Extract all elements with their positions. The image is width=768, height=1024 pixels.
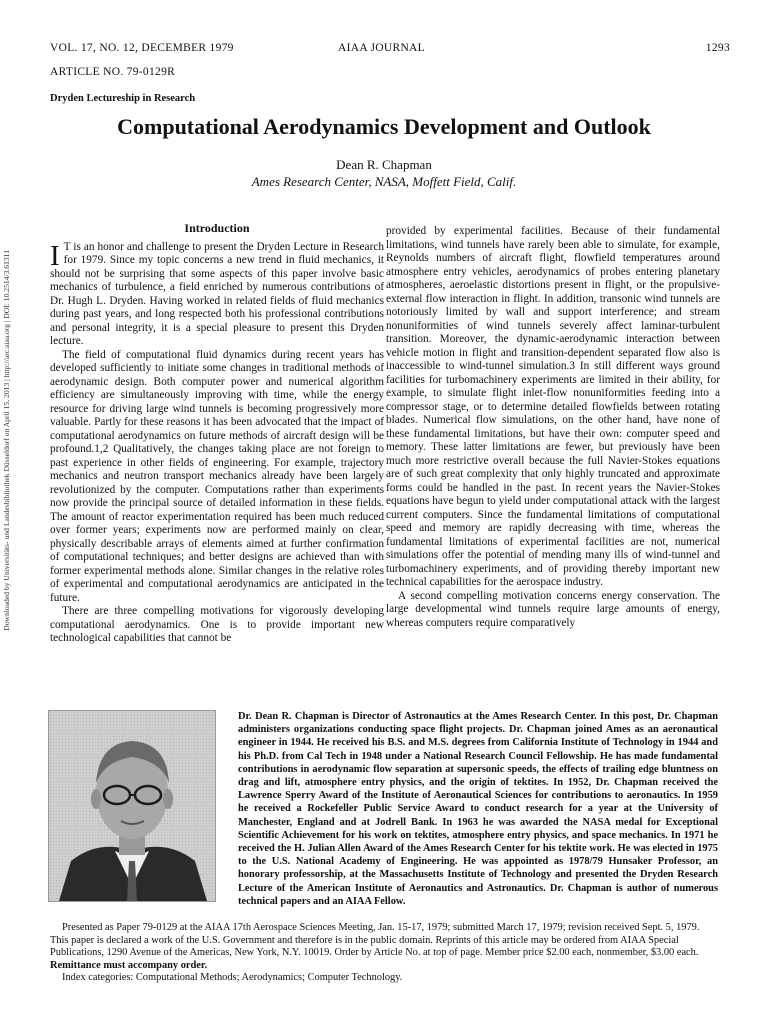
paragraph: A second compelling motivation concerns energy conservation. The large developmental wind tunnels require large amounts of energy, whereas computers require comparatively xyxy=(386,589,720,629)
download-sidebar xyxy=(2,250,16,770)
article-number: ARTICLE NO. 79-0129R xyxy=(50,66,176,78)
author-biography: Dr. Dean R. Chapman is Director of Astronautics at the Ames Research Center. In this post, Dr. Chapman administers organizations conducting space flight projects. Dr. Chapman joined Ames as an aeronautical engineer in 1944. He received his B.S. and M.S. degrees from California Institute of Technology in 1944 and his Ph.D. from Cal Tech in 1948 under a National Research Council Fellowship. He has made fundamental contributions in aerodynamic flow separation at supersonic speeds, the effects of trailing edge bluntness on drag and lift, atmosphere entry physics, and the origin of tektites. In 1952, Dr. Chapman received the Lawrence Sperry Award of the Institute of Aeronautical Sciences for contributions to aeronautics. In 1959 he received a Rockefeller Public Service Award to conduct research for a year at the University of Manchester, England and at Jodrell Bank. In 1963 he was awarded the NASA medal for Exceptional Scientific Achievement for his work on tektites, atmosphere entry physics, and space mechanics. In 1971 he received the H. Julian Allen Award of the Ames Research Center for his tektite work. He was elected in 1975 to the U.S. National Academy of Engineering. He was appointed as 1978/79 Hunsaker Professor, an honorary professorship, at the Massachusetts Institute of Technology and presented the Dryden Research Lecture of the American Institute of Aeronautics and Astronautics. Dr. Chapman is author of numerous technical papers and an AIAA Fellow. xyxy=(238,711,718,907)
journal-volume: VOL. 17, NO. 12, DECEMBER 1979 xyxy=(50,42,234,54)
author-photo xyxy=(48,710,216,902)
author-name: Dean R. Chapman xyxy=(336,157,432,172)
paragraph: provided by experimental facilities. Because of their fundamental limitations, wind tunnels have rarely been able to simulate, for example, Reynolds numbers of aircraft flight, flowfield temperatures around atmosphere entry vehicles, aerodynamics of probes entering planetary atmospheres, aeroelastic distortions present in flight, or the propulsive-external flow interaction in flight. In addition, transonic wind tunnels are notoriously limited by wall and support interference; and stream nonuniformities of wind tunnels severely affect laminar-turbulent transition. Moreover, the dynamic-aerodynamic interaction between vehicle motion in flight and transition-dependent separated flow also is inaccessible to wind-tunnel simulation.3 In still different ways ground facilities for turbomachinery experiments are limited in their ability, for example, to simulate flight inlet-flow nonuniformities feeding into a compressor stage, or to determine detailed flowfields between rotating blades. Numerical flow simulations, on the other hand, have none of these fundamental limitations, but have their own: computer speed and memory. These latter limitations are fewer, but previously have been much more restrictive overall because the full Navier-Stokes equations are of such great complexity that only highly truncated and approximate forms could be handled in the past. In recent years the Navier-Stokes equations have begun to yield under computational attack with the largest current computers. Since the fundamental limitations of computational speed and memory are rapidly decreasing with time, whereas the fundamental limitations of experimental facilities are not, numerical simulations offer the potential of mending many ills of wind-tunnel and turbomachinery experiments, and of providing thereby important new technical capabilities for the aerospace industry. xyxy=(386,225,720,588)
author-affiliation: Ames Research Center, NASA, Moffett Field, Calif. xyxy=(251,174,517,189)
paragraph-text: T is an honor and challenge to present the Dryden Lecture in Research for 1979. Since my topic concerns a new trend in fluid mechanics, it should not be surprising that some aspects of this paper involve basic mechanics of turbulence, a field enriched by numerous contributions of Dr. Hugh L. Dryden. Having worked in related fields of fluid mechanics during past years, and long respected both his professional contributions and personal integrity, it is a special pleasure to present this Dryden lecture. xyxy=(50,240,384,347)
section-heading: Introduction xyxy=(184,221,250,235)
download-notice: Downloaded by Universitäts- und Landesbibliothek Düsseldorf on April 15, 2013 | http://arc.aiaa.org | DOI: 10.2514/3.61311 xyxy=(2,250,11,631)
paragraph: There are three compelling motivations for vigorously developing computational aerodynamics. One is to provide important new technological capabilities that cannot be xyxy=(50,605,384,644)
portrait-illustration xyxy=(49,711,215,901)
page-number: 1293 xyxy=(705,42,730,54)
remittance-note: Remittance must accompany order. xyxy=(50,959,208,971)
lectureship-label: Dryden Lectureship in Research xyxy=(50,93,196,104)
paragraph: The field of computational fluid dynamics during recent years has developed sufficiently to initiate some changes in traditional methods of aerodynamic design. Both computer power and numerical algorithm efficiency are simultaneously improving with time, while the energy resource for driving large wind tunnels is becoming progressively more valuable. Partly for these reasons it has been advocated that the impact of computational aerodynamics on future methods of aircraft design will be profound.1,2 Qualitatively, the changes taking place are not foreign to past experience in other fields of engineering. For example, trajectory mechanics and neutron transport mechanics already have been largely revolutionized by the computer. Computations rather than experiments now provide the principal source of detailed information in these fields. The amount of reactor experimentation required has been much reduced over former years; experiments now are performed mainly on clear, physically describable arrays of elements aimed at further confirmation of computational techniques; and better designs are achieved than with former experimental methods alone. Similar changes in the relative roles of experimental and computational aerodynamics are anticipated in the future. xyxy=(50,348,384,604)
body-column-right xyxy=(386,225,720,630)
paragraph xyxy=(50,241,384,349)
journal-name: AIAA JOURNAL xyxy=(338,42,425,54)
footnote-main: Presented as Paper 79-0129 at the AIAA 17th Aerospace Sciences Meeting, Jan. 15-17, 1979; submitted March 17, 1979; revision received Sept. 5, 1979. This paper is declared a work of the U.S. Government and therefore is in the public domain. Reprints of this article may be ordered from AIAA Special Publications, 1290 Avenue of the Americas, New York, N.Y. 10019. Order by Article No. at top of page. Member price $2.00 each, nonmember, $3.00 each. xyxy=(50,922,700,959)
footnote-text xyxy=(50,922,720,972)
paper-title: Computational Aerodynamics Development and Outlook xyxy=(117,114,651,139)
index-categories: Index categories: Computational Methods; Aerodynamics; Computer Technology. xyxy=(62,972,403,984)
drop-cap: I xyxy=(50,239,60,272)
body-column-left xyxy=(50,222,384,646)
footnote xyxy=(50,922,720,985)
